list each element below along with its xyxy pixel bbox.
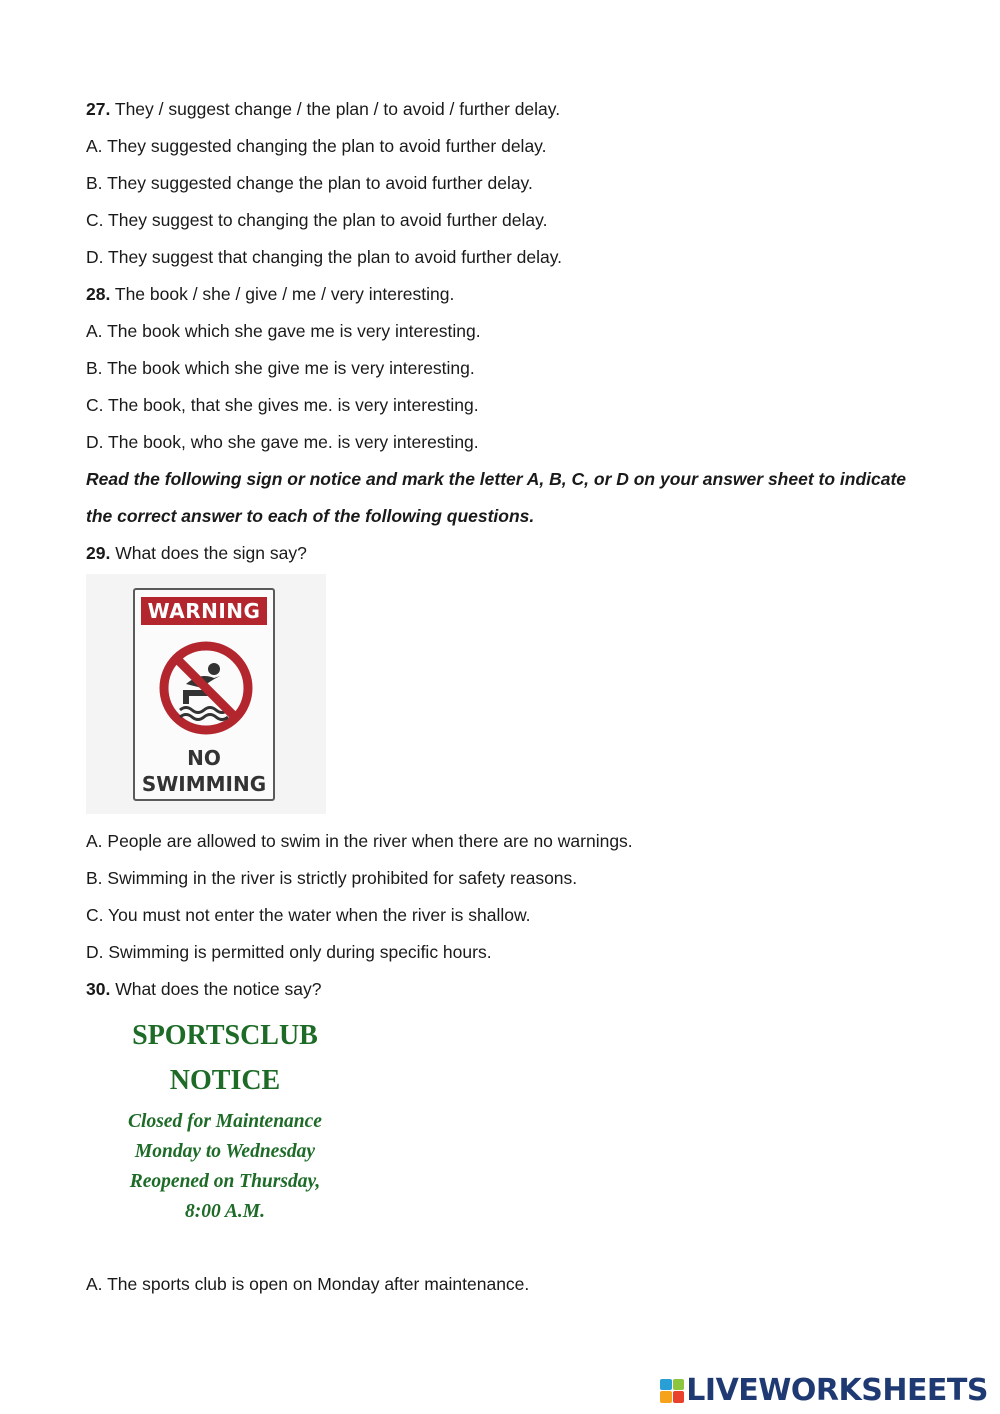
question-text: The book / she / give / me / very interesting. — [114, 284, 455, 304]
liveworksheets-logo-icon — [660, 1379, 684, 1403]
question-text: They / suggest change / the plan / to avoid / further delay. — [114, 99, 561, 119]
sign-text-no: NO — [187, 746, 221, 770]
question-text: What does the sign say? — [115, 543, 307, 563]
instruction-line-2: the correct answer to each of the following questions. — [86, 506, 535, 526]
question-number: 28. — [86, 284, 111, 304]
question-27-prompt — [86, 97, 560, 121]
question-29-option-a[interactable]: A. People are allowed to swim in the river when there are no warnings. — [86, 831, 633, 851]
question-text: What does the notice say? — [115, 979, 322, 999]
question-27-option-d[interactable]: D. They suggest that changing the plan to avoid further delay. — [86, 247, 563, 267]
no-swimming-icon — [156, 638, 256, 738]
liveworksheets-brand[interactable] — [660, 1373, 988, 1408]
question-number: 29. — [86, 543, 111, 563]
question-29-option-b[interactable]: B. Swimming in the river is strictly prohibited for safety reasons. — [86, 868, 578, 888]
notice-line-3: Reopened on Thursday, — [129, 1171, 321, 1192]
question-28-option-c[interactable]: C. The book, that she gives me. is very interesting. — [86, 395, 479, 415]
question-28-prompt — [86, 282, 454, 306]
question-28-option-b[interactable]: B. The book which she give me is very interesting. — [86, 358, 475, 378]
question-29-option-d[interactable]: D. Swimming is permitted only during specific hours. — [86, 942, 492, 962]
no-swimming-sign-image — [86, 574, 326, 814]
question-29-option-c[interactable]: C. You must not enter the water when the river is shallow. — [86, 905, 531, 925]
notice-line-2: Monday to Wednesday — [134, 1141, 316, 1162]
notice-subtitle: NOTICE — [169, 1065, 281, 1096]
instruction-line-1: Read the following sign or notice and mark the letter A, B, C, or D on your answer sheet to indicate — [86, 469, 907, 489]
sign-header: WARNING — [141, 597, 267, 625]
question-28-option-a[interactable]: A. The book which she gave me is very interesting. — [86, 321, 481, 341]
question-number: 30. — [86, 979, 111, 999]
question-30-prompt — [86, 977, 321, 1001]
question-28-option-d[interactable]: D. The book, who she gave me. is very interesting. — [86, 432, 479, 452]
question-30-option-a[interactable]: A. The sports club is open on Monday after maintenance. — [86, 1274, 530, 1294]
notice-line-4: 8:00 A.M. — [185, 1201, 265, 1222]
question-27-option-b[interactable]: B. They suggested change the plan to avoid further delay. — [86, 173, 533, 193]
question-29-prompt — [86, 541, 307, 565]
question-27-option-a[interactable]: A. They suggested changing the plan to avoid further delay. — [86, 136, 547, 156]
brand-name: LIVEWORKSHEETS — [686, 1373, 988, 1408]
question-number: 27. — [86, 99, 111, 119]
notice-title: SPORTSCLUB — [132, 1020, 318, 1051]
question-27-option-c[interactable]: C. They suggest to changing the plan to avoid further delay. — [86, 210, 548, 230]
sign-text-swimming: SWIMMING — [141, 772, 267, 796]
notice-line-1: Closed for Maintenance — [128, 1111, 322, 1132]
sign-board — [133, 588, 275, 801]
